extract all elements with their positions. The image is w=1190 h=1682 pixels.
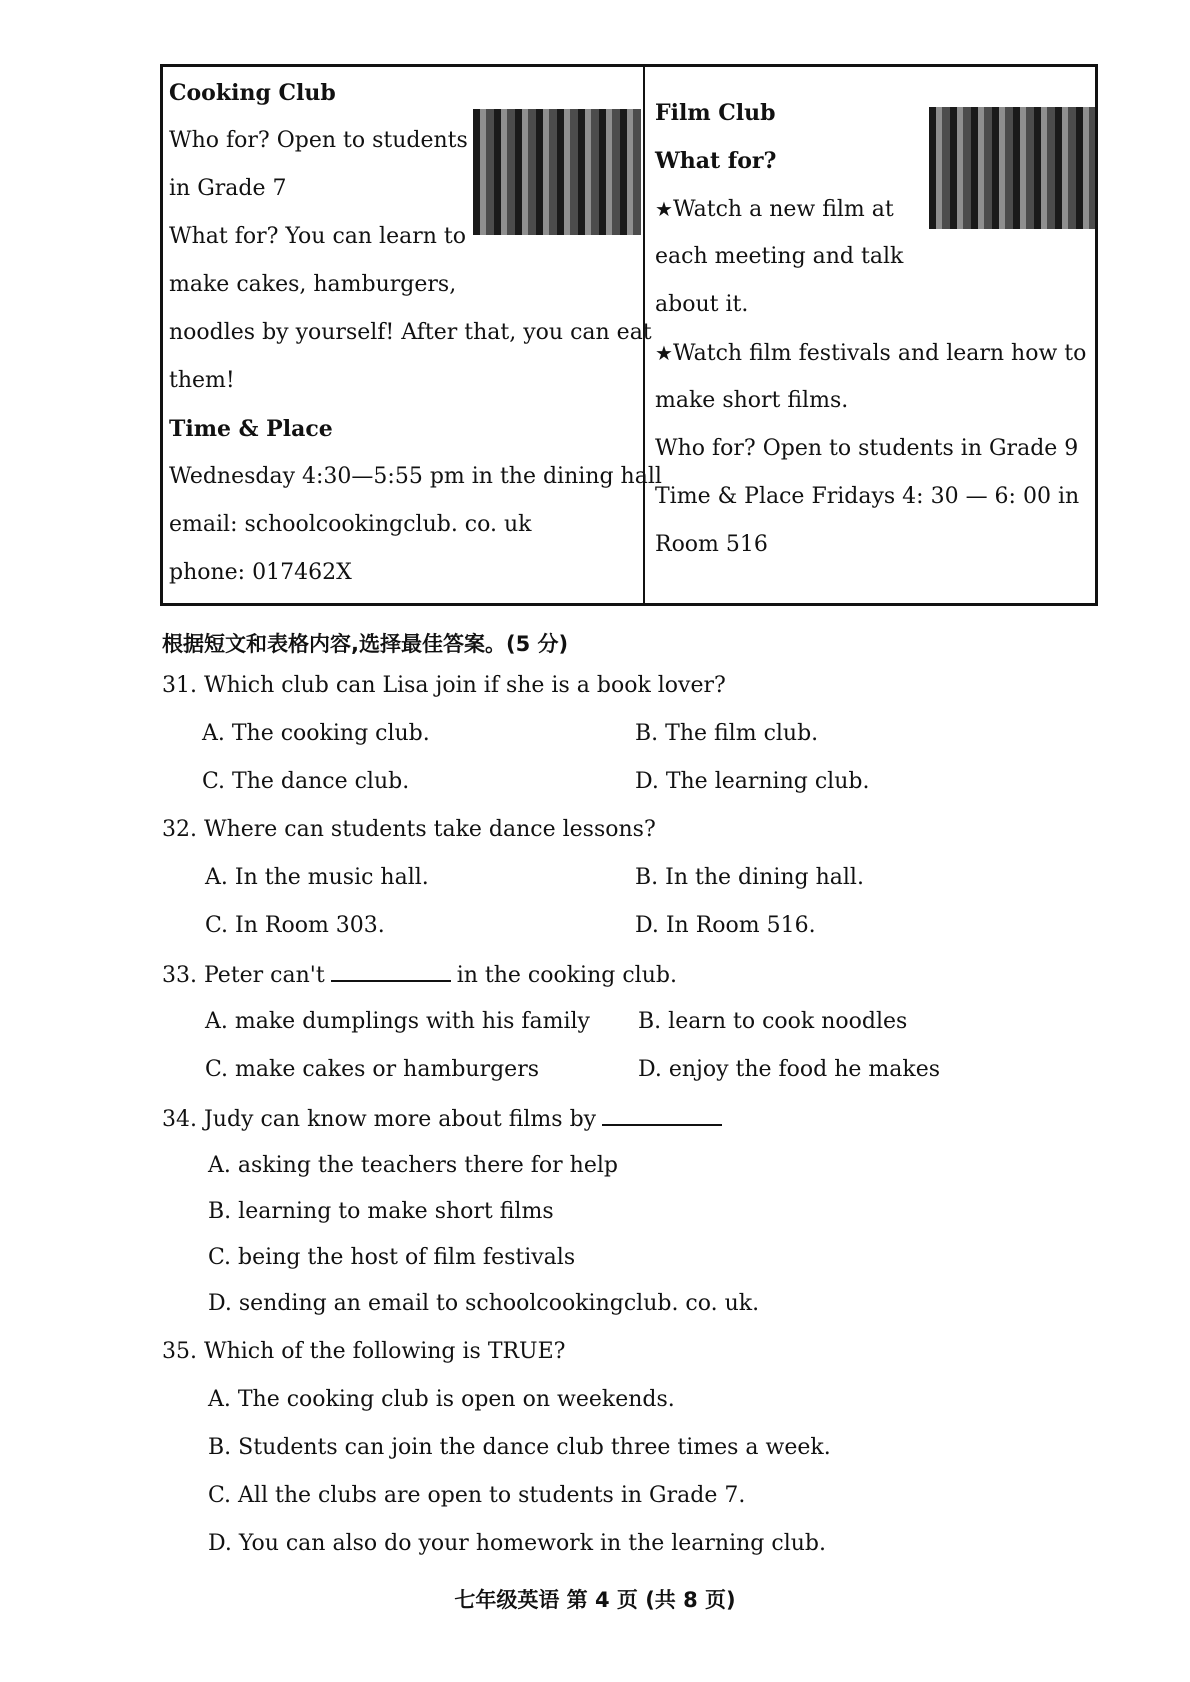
cooking-what-for-1: What for? You can learn to	[169, 224, 466, 249]
q35-option-d: D. You can also do your homework in the learning club.	[208, 1531, 826, 1556]
cooking-who-for-2: in Grade 7	[169, 176, 287, 201]
q35-option-b: B. Students can join the dance club three times a week.	[208, 1435, 831, 1460]
cooking-what-for-2: make cakes, hamburgers,	[169, 272, 457, 297]
q32-option-b: B. In the dining hall.	[635, 865, 864, 890]
film-who-for: Who for? Open to students in Grade 9	[655, 436, 1079, 461]
film-item-2-line-2: make short films.	[655, 388, 849, 413]
q34-option-a: A. asking the teachers there for help	[208, 1153, 618, 1178]
q31-option-c: C. The dance club.	[202, 769, 410, 794]
q34-option-b: B. learning to make short films	[208, 1199, 554, 1224]
cooking-what-for-3: noodles by yourself! After that, you can eat	[169, 320, 652, 345]
q33-option-d: D. enjoy the food he makes	[638, 1057, 941, 1082]
q35-option-c: C. All the clubs are open to students in Grade 7.	[208, 1483, 746, 1508]
q31-option-d: D. The learning club.	[635, 769, 870, 794]
q31-option-a: A. The cooking club.	[202, 721, 430, 746]
q34-option-d: D. sending an email to schoolcookingclub. co. uk.	[208, 1291, 760, 1316]
film-what-for: What for?	[655, 148, 777, 174]
question-35: 35. Which of the following is TRUE?	[162, 1339, 566, 1364]
film-time-place-2: Room 516	[655, 532, 768, 557]
star-icon: ★	[655, 341, 673, 365]
film-time-place-1: Time & Place Fridays 4: 30 — 6: 00 in	[655, 484, 1080, 509]
club-info-table	[160, 64, 1098, 606]
cooking-time-place: Wednesday 4:30—5:55 pm in the dining hall	[169, 464, 662, 489]
instruction: 根据短文和表格内容,选择最佳答案。(5 分)	[162, 632, 569, 656]
film-item-1-line-2: each meeting and talk	[655, 244, 904, 269]
q32-option-c: C. In Room 303.	[205, 913, 385, 938]
q32-option-d: D. In Room 516.	[635, 913, 816, 938]
film-item-1-line-1: ★Watch a new film at	[655, 197, 894, 222]
cooking-club-title: Cooking Club	[169, 80, 336, 106]
page-footer: 七年级英语 第 4 页 (共 8 页)	[454, 1588, 736, 1612]
q31-option-b: B. The film club.	[635, 721, 819, 746]
answer-blank	[602, 1104, 722, 1126]
q35-option-a: A. The cooking club is open on weekends.	[208, 1387, 675, 1412]
cooking-what-for-4: them!	[169, 368, 235, 393]
cooking-who-for-1: Who for? Open to students	[169, 128, 468, 153]
film-club-photo	[929, 107, 1095, 229]
q34-option-c: C. being the host of film festivals	[208, 1245, 576, 1270]
question-32: 32. Where can students take dance lessons?	[162, 817, 656, 842]
star-icon: ★	[655, 197, 673, 221]
question-34: 34. Judy can know more about films by	[162, 1104, 728, 1134]
film-item-1-line-3: about it.	[655, 292, 749, 317]
answer-blank	[331, 960, 451, 982]
cooking-email: email: schoolcookingclub. co. uk	[169, 512, 532, 537]
film-club-cell	[645, 67, 1095, 603]
cooking-phone: phone: 017462X	[169, 560, 352, 585]
q33-option-c: C. make cakes or hamburgers	[205, 1057, 540, 1082]
film-item-2-line-1: ★Watch film festivals and learn how to	[655, 341, 1087, 366]
question-33: 33. Peter can't in the cooking club.	[162, 960, 677, 990]
q33-option-b: B. learn to cook noodles	[638, 1009, 908, 1034]
q33-option-a: A. make dumplings with his family	[205, 1009, 590, 1034]
cooking-club-photo	[473, 109, 641, 235]
cooking-club-cell	[163, 67, 662, 603]
question-31: 31. Which club can Lisa join if she is a book lover?	[162, 673, 726, 698]
cooking-time-place-heading: Time & Place	[169, 416, 333, 442]
q32-option-a: A. In the music hall.	[205, 865, 429, 890]
film-club-title: Film Club	[655, 100, 776, 126]
